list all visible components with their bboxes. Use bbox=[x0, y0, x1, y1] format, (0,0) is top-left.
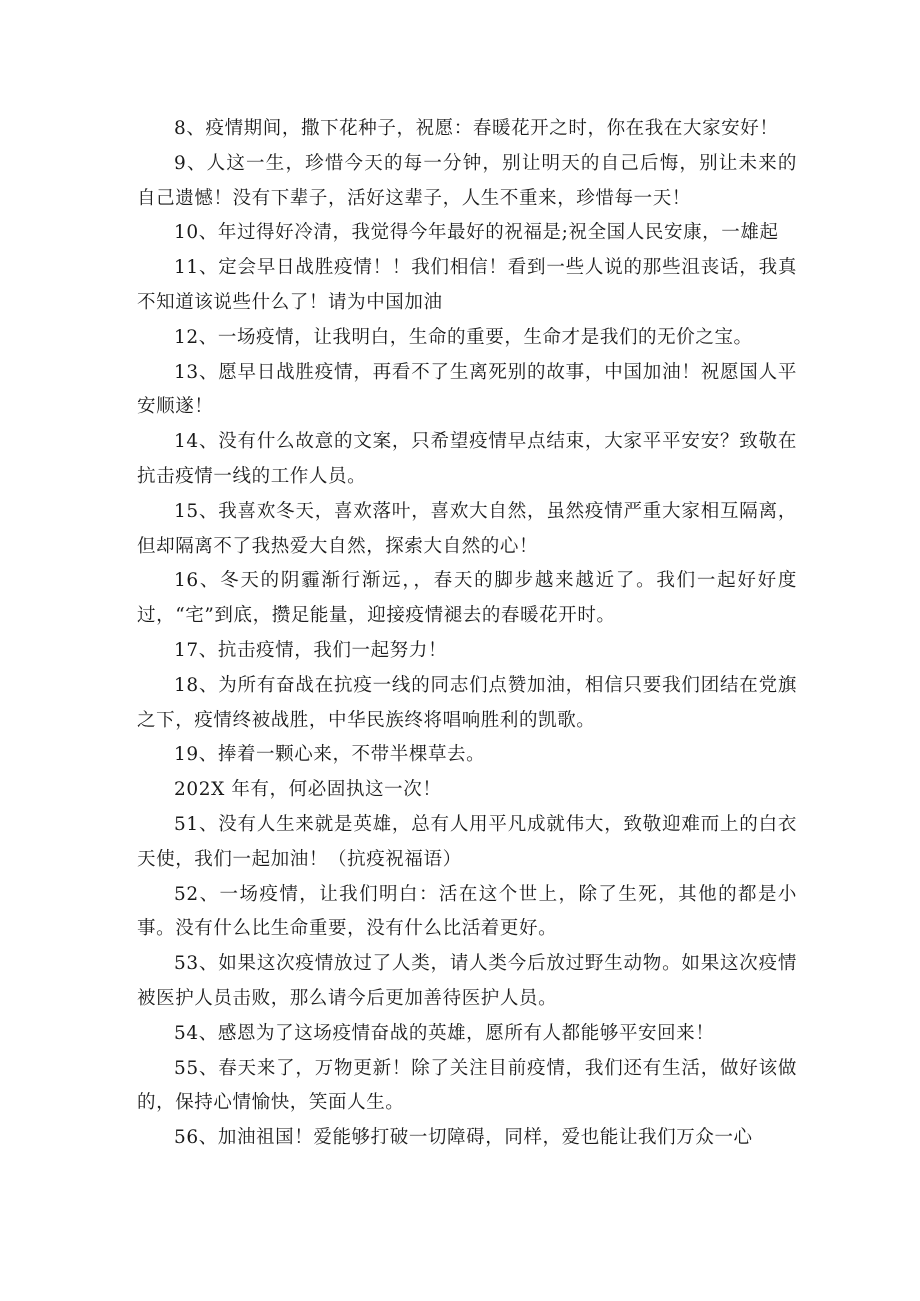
paragraph: 55、春天来了，万物更新！除了关注目前疫情，我们还有生活，做好该做的，保持心情愉快，笑面人生。 bbox=[137, 1057, 797, 1114]
paragraph: 202X 年有，何必固执这一次！ bbox=[174, 779, 442, 801]
paragraph: 13、愿早日战胜疫情，再看不了生离死别的故事，中国加油！祝愿国人平安顺遂！ bbox=[137, 361, 797, 418]
paragraph: 53、如果这次疫情放过了人类，请人类今后放过野生动物。如果这次疫情被医护人员击败，那么请今后更加善待医护人员。 bbox=[137, 953, 797, 1009]
paragraph: 51、没有人生来就是英雄，总有人用平凡成就伟大，致敬迎难而上的白衣天使，我们一起加油！（抗疫祝福语） bbox=[137, 813, 797, 870]
paragraph: 12、一场疫情，让我明白，生命的重要，生命才是我们的无价之宝。 bbox=[174, 326, 753, 348]
paragraph: 8、疫情期间，撒下花种子，祝愿：春暖花开之时，你在我在大家安好！ bbox=[174, 118, 779, 139]
paragraph: 11、定会早日战胜疫情！！我们相信！看到一些人说的那些沮丧话，我真不知道该说些什么了！请为中国加油 bbox=[137, 257, 797, 313]
paragraph: 54、感恩为了这场疫情奋战的英雄，愿所有人都能够平安回来！ bbox=[174, 1022, 715, 1044]
paragraph: 15、我喜欢冬天，喜欢落叶，喜欢大自然，虽然疫情严重大家相互隔离，但却隔离不了我热爱大自然，探索大自然的心！ bbox=[137, 500, 797, 557]
paragraph: 10、年过得好冷清，我觉得今年最好的祝福是;祝全国人民安康，一雄起 bbox=[174, 222, 779, 244]
paragraph: 56、加油祖国！爱能够打破一切障碍，同样，爱也能让我们万众一心 bbox=[174, 1127, 753, 1149]
paragraph: 16、冬天的阴霾渐行渐远，，春天的脚步越来越近了。我们一起好好度过，“宅”到底，攒足能量，迎接疫情褪去的春暖花开时。 bbox=[137, 570, 797, 627]
paragraph: 17、抗击疫情，我们一起努力！ bbox=[174, 639, 448, 661]
paragraph: 52、一场疫情，让我们明白：活在这个世上，除了生死，其他的都是小事。没有什么比生命重要，没有什么比活着更好。 bbox=[137, 883, 797, 940]
paragraph: 14、没有什么故意的文案，只希望疫情早点结束，大家平平安安？致敬在抗击疫情一线的工作人员。 bbox=[137, 431, 797, 487]
paragraph: 9、人这一生，珍惜今天的每一分钟，别让明天的自己后悔，别让未来的自己遗憾！没有下辈子，活好这辈子，人生不重来，珍惜每一天！ bbox=[137, 152, 797, 209]
paragraph: 19、捧着一颗心来，不带半棵草去。 bbox=[174, 744, 486, 766]
paragraph: 18、为所有奋战在抗疫一线的同志们点赞加油，相信只要我们团结在党旗之下，疫情终被战胜，中华民族终将唱响胜利的凯歌。 bbox=[137, 674, 797, 731]
document-body bbox=[137, 112, 797, 1156]
